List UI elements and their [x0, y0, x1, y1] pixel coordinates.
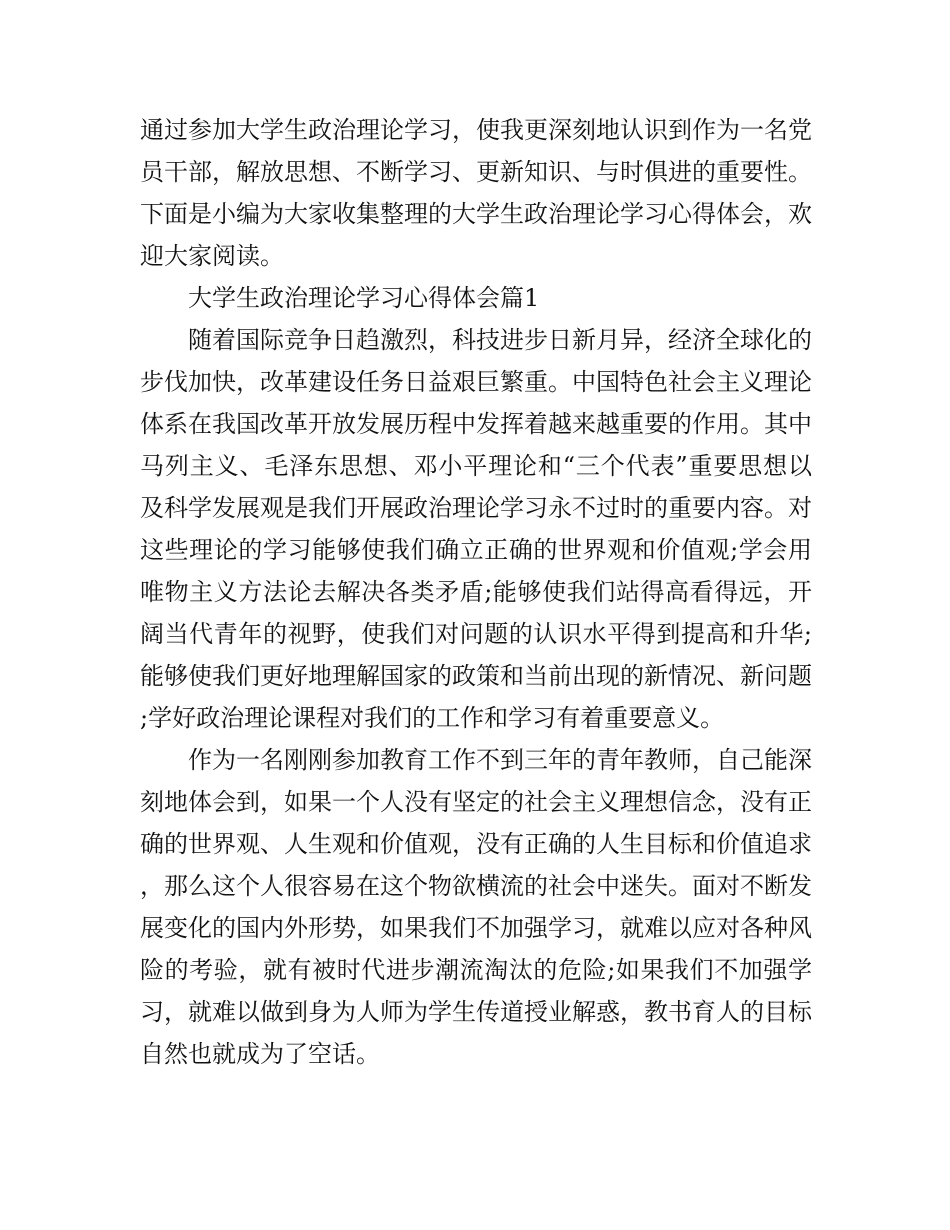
body-paragraph: 作为一名刚刚参加教育工作不到三年的青年教师，自己能深刻地体会到，如果一个人没有坚定的社会主义理想信念，没有正确的世界观、人生观和价值观，没有正确的人生目标和价值追求，那么这个人很容易在这个物欲横流的社会中迷失。面对不断发展变化的国内外形势，如果我们不加强学习，就难以应对各种风险的考验，就有被时代进步潮流淘汰的危险;如果我们不加强学习，就难以做到身为人师为学生传道授业解惑，教书育人的目标自然也就成为了空话。 [140, 746, 812, 1068]
document-body [140, 109, 812, 1075]
intro-paragraph: 通过参加大学生政治理论学习，使我更深刻地认识到作为一名党员干部，解放思想、不断学习、更新知识、与时俱进的重要性。下面是小编为大家收集整理的大学生政治理论学习心得体会，欢迎大家阅读。 [140, 116, 812, 270]
section-heading: 大学生政治理论学习心得体会篇1 [188, 284, 540, 312]
body-paragraph: 随着国际竞争日趋激烈，科技进步日新月异，经济全球化的步伐加快，改革建设任务日益艰巨繁重。中国特色社会主义理论体系在我国改革开放发展历程中发挥着越来越重要的作用。其中马列主义、毛泽东思想、邓小平理论和“三个代表”重要思想以及科学发展观是我们开展政治理论学习永不过时的重要内容。对这些理论的学习能够使我们确立正确的世界观和价值观;学会用唯物主义方法论去解决各类矛盾;能够使我们站得高看得远，开阔当代青年的视野，使我们对问题的认识水平得到提高和升华;能够使我们更好地理解国家的政策和当前出现的新情况、新问题;学好政治理论课程对我们的工作和学习有着重要意义。 [140, 326, 812, 732]
